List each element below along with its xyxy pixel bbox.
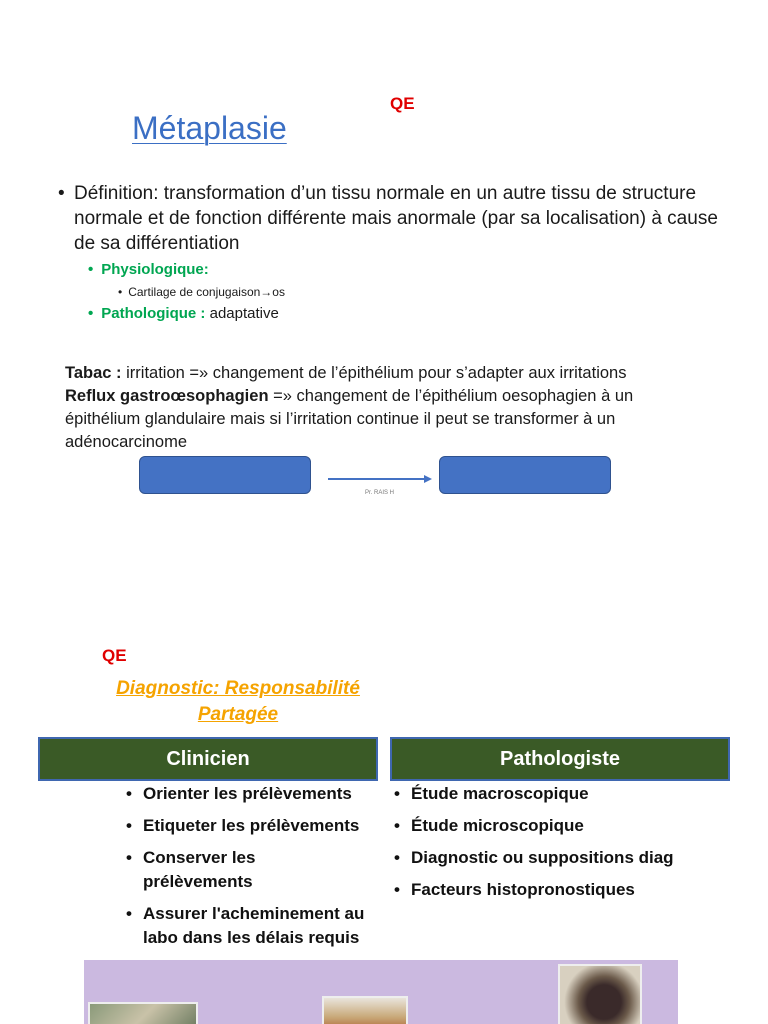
bullet: • — [88, 305, 94, 322]
title-line-1: Diagnostic: Responsabilité — [116, 678, 360, 699]
list-item-text: Etiqueter les prélèvements — [143, 816, 360, 835]
author-credit: Pr. RAIS H — [365, 490, 395, 496]
list-item — [394, 878, 734, 902]
list-item-text: Facteurs histopronostiques — [411, 880, 635, 899]
tabac-label: Tabac : — [65, 364, 122, 382]
title-line-2: Partagée — [197, 704, 279, 725]
list-item-text: Orienter les prélèvements — [143, 784, 352, 803]
bullet: • — [126, 904, 132, 923]
qe-tag-1: QE — [390, 94, 415, 113]
cartilage-text: Cartilage de conjugaison — [128, 285, 261, 299]
list-item — [394, 782, 734, 806]
reflux-label: Reflux gastroœsophagien — [65, 387, 269, 405]
blue-box-left — [139, 456, 311, 494]
clinicien-header: Clinicien — [38, 737, 378, 781]
list-item — [126, 846, 303, 894]
photo-strip — [84, 960, 678, 1024]
bullet: • — [126, 848, 132, 867]
arrow-connector-icon — [326, 472, 434, 486]
bullet: • — [394, 784, 400, 803]
qe-tag-2: QE — [102, 646, 127, 665]
tabac-text: irritation =» changement de l’épithélium pour s’adapter aux irritations — [126, 364, 627, 382]
definition-text: Définition: transformation d’un tissu normale en un autre tissu de structure normale et de fonction différente mais anormale (par sa localisation) à cause de sa différentiation — [74, 183, 718, 254]
bullet: • — [126, 816, 132, 835]
slide-title-metaplasie: Métaplasie — [132, 110, 287, 146]
pathologiste-header: Pathologiste — [390, 737, 730, 781]
specimen-photo — [558, 964, 642, 1024]
list-item — [126, 782, 382, 806]
physiologique-label: Physiologique: — [101, 261, 209, 278]
lab-photo-1 — [88, 1002, 198, 1024]
definition-block — [58, 181, 718, 256]
bullet: • — [394, 848, 400, 867]
arrow-right-icon: → — [260, 285, 273, 299]
list-item-text: Étude macroscopique — [411, 784, 589, 803]
list-item — [394, 814, 734, 838]
list-item — [126, 902, 382, 950]
list-item — [126, 814, 382, 838]
pathologique-value: adaptative — [209, 305, 279, 322]
bullet: • — [58, 183, 65, 204]
list-item-text: Conserver les prélèvements — [143, 848, 256, 891]
list-item-text: Assurer l'acheminement au labo dans les délais requis — [143, 904, 365, 947]
reflux-text: =» changement de l’épithélium oesophagien à un épithélium glandulaire mais si l’irritation continue il peut se transformer à un adénocarcinome — [65, 387, 634, 451]
pathologique-item — [88, 305, 279, 322]
bullet: • — [88, 261, 94, 278]
bullet: • — [394, 880, 400, 899]
bullet: • — [126, 784, 132, 803]
list-item-text: Diagnostic ou suppositions diag — [411, 848, 674, 867]
clinicien-list — [126, 782, 382, 962]
os-text: os — [272, 285, 285, 299]
lab-photo-2 — [322, 996, 408, 1024]
bullet: • — [118, 285, 123, 299]
list-item-text: Étude microscopique — [411, 816, 584, 835]
bullet: • — [394, 816, 400, 835]
cartilage-item — [118, 285, 285, 299]
list-item — [394, 846, 734, 870]
slide-title-diagnostic — [88, 676, 388, 728]
pathologiste-list — [394, 782, 734, 910]
pathologique-label: Pathologique : — [101, 305, 206, 322]
tabac-reflux-paragraph — [65, 362, 705, 454]
physiologique-item — [88, 261, 209, 278]
blue-box-right — [439, 456, 611, 494]
